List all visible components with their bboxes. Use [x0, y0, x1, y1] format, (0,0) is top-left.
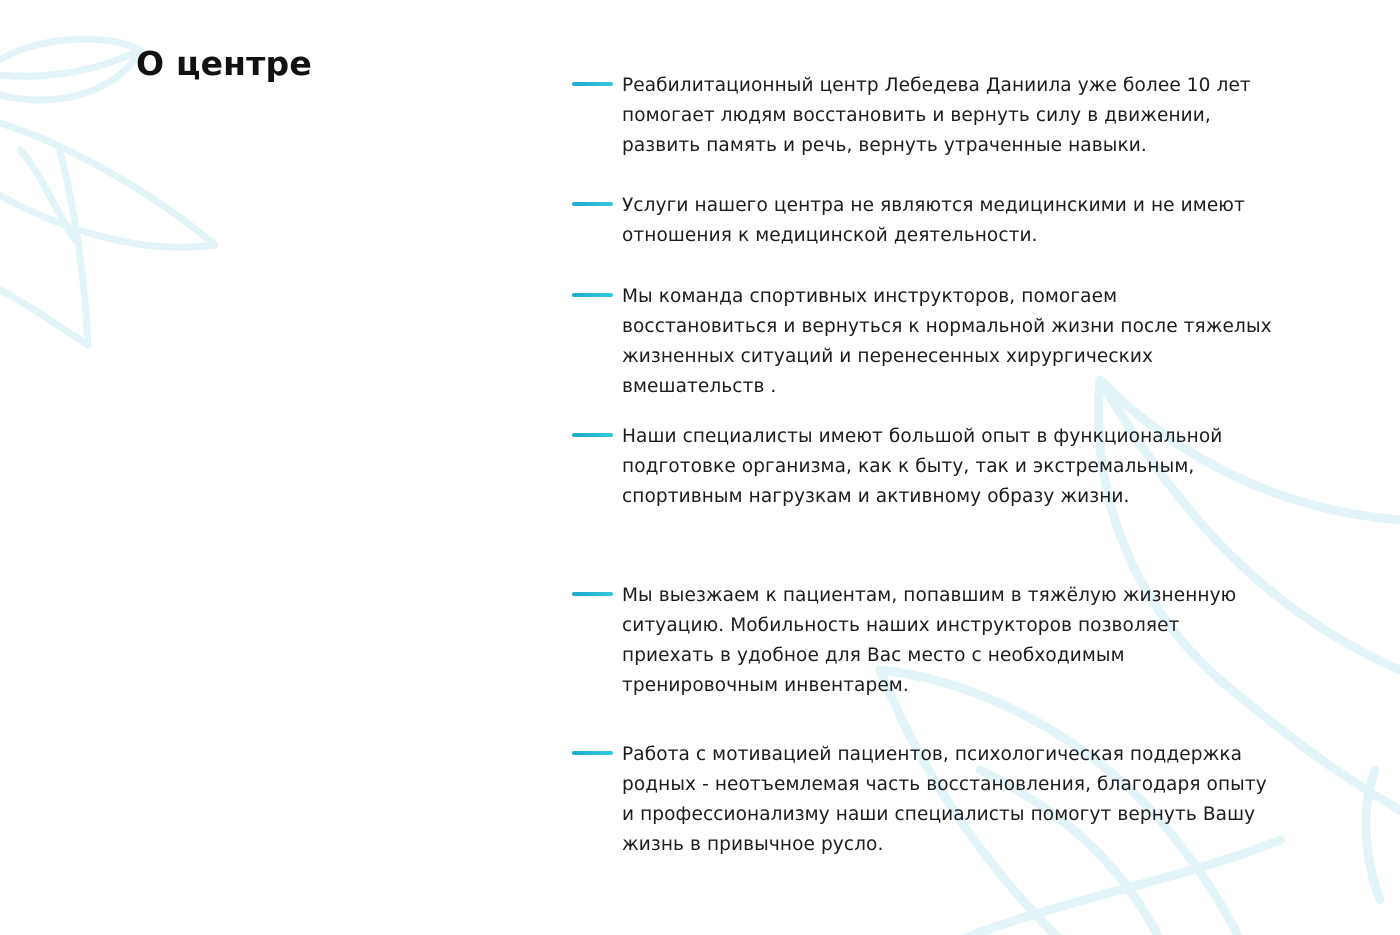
list-item-text: Наши специалисты имеют большой опыт в функциональной подготовке организма, как к быту, так и экстремальным, спортивным нагрузкам и активному образу жизни.: [622, 426, 1223, 507]
list-item-text: Мы команда спортивных инструкторов, помогаем восстановиться и вернуться к нормальной жизни после тяжелых жизненных ситуаций и перенесенных хирургических вмешательств .: [622, 286, 1272, 397]
dash-icon: [572, 592, 613, 596]
dash-icon: [572, 433, 613, 437]
list-item: [572, 282, 1272, 402]
list-item-text: Услуги нашего центра не являются медицинскими и не имеют отношения к медицинской деятельности.: [622, 195, 1245, 246]
dash-icon: [572, 202, 613, 206]
list-item: [572, 581, 1272, 701]
page-title: О центре: [136, 44, 312, 83]
dash-icon: [572, 293, 613, 297]
list-item-text: Мы выезжаем к пациентам, попавшим в тяжёлую жизненную ситуацию. Мобильность наших инструкторов позволяет приехать в удобное для Вас место с необходимым тренировочным инвентарем.: [622, 585, 1237, 696]
list-item-text: Реабилитационный центр Лебедева Даниила уже более 10 лет помогает людям восстановить и вернуть силу в движении, развить память и речь, вернуть утраченные навыки.: [622, 75, 1251, 156]
list-item-text: Работа с мотивацией пациентов, психологическая поддержка родных - неотъемлемая часть восстановления, благодаря опыту и профессионализму наши специалисты помогут вернуть Вашу жизнь в привычное русло.: [622, 744, 1267, 855]
dash-icon: [572, 82, 613, 86]
list-item: [572, 740, 1272, 860]
list-item: [572, 71, 1272, 161]
list-item: [572, 191, 1272, 251]
list-item: [572, 422, 1272, 512]
dash-icon: [572, 751, 613, 755]
